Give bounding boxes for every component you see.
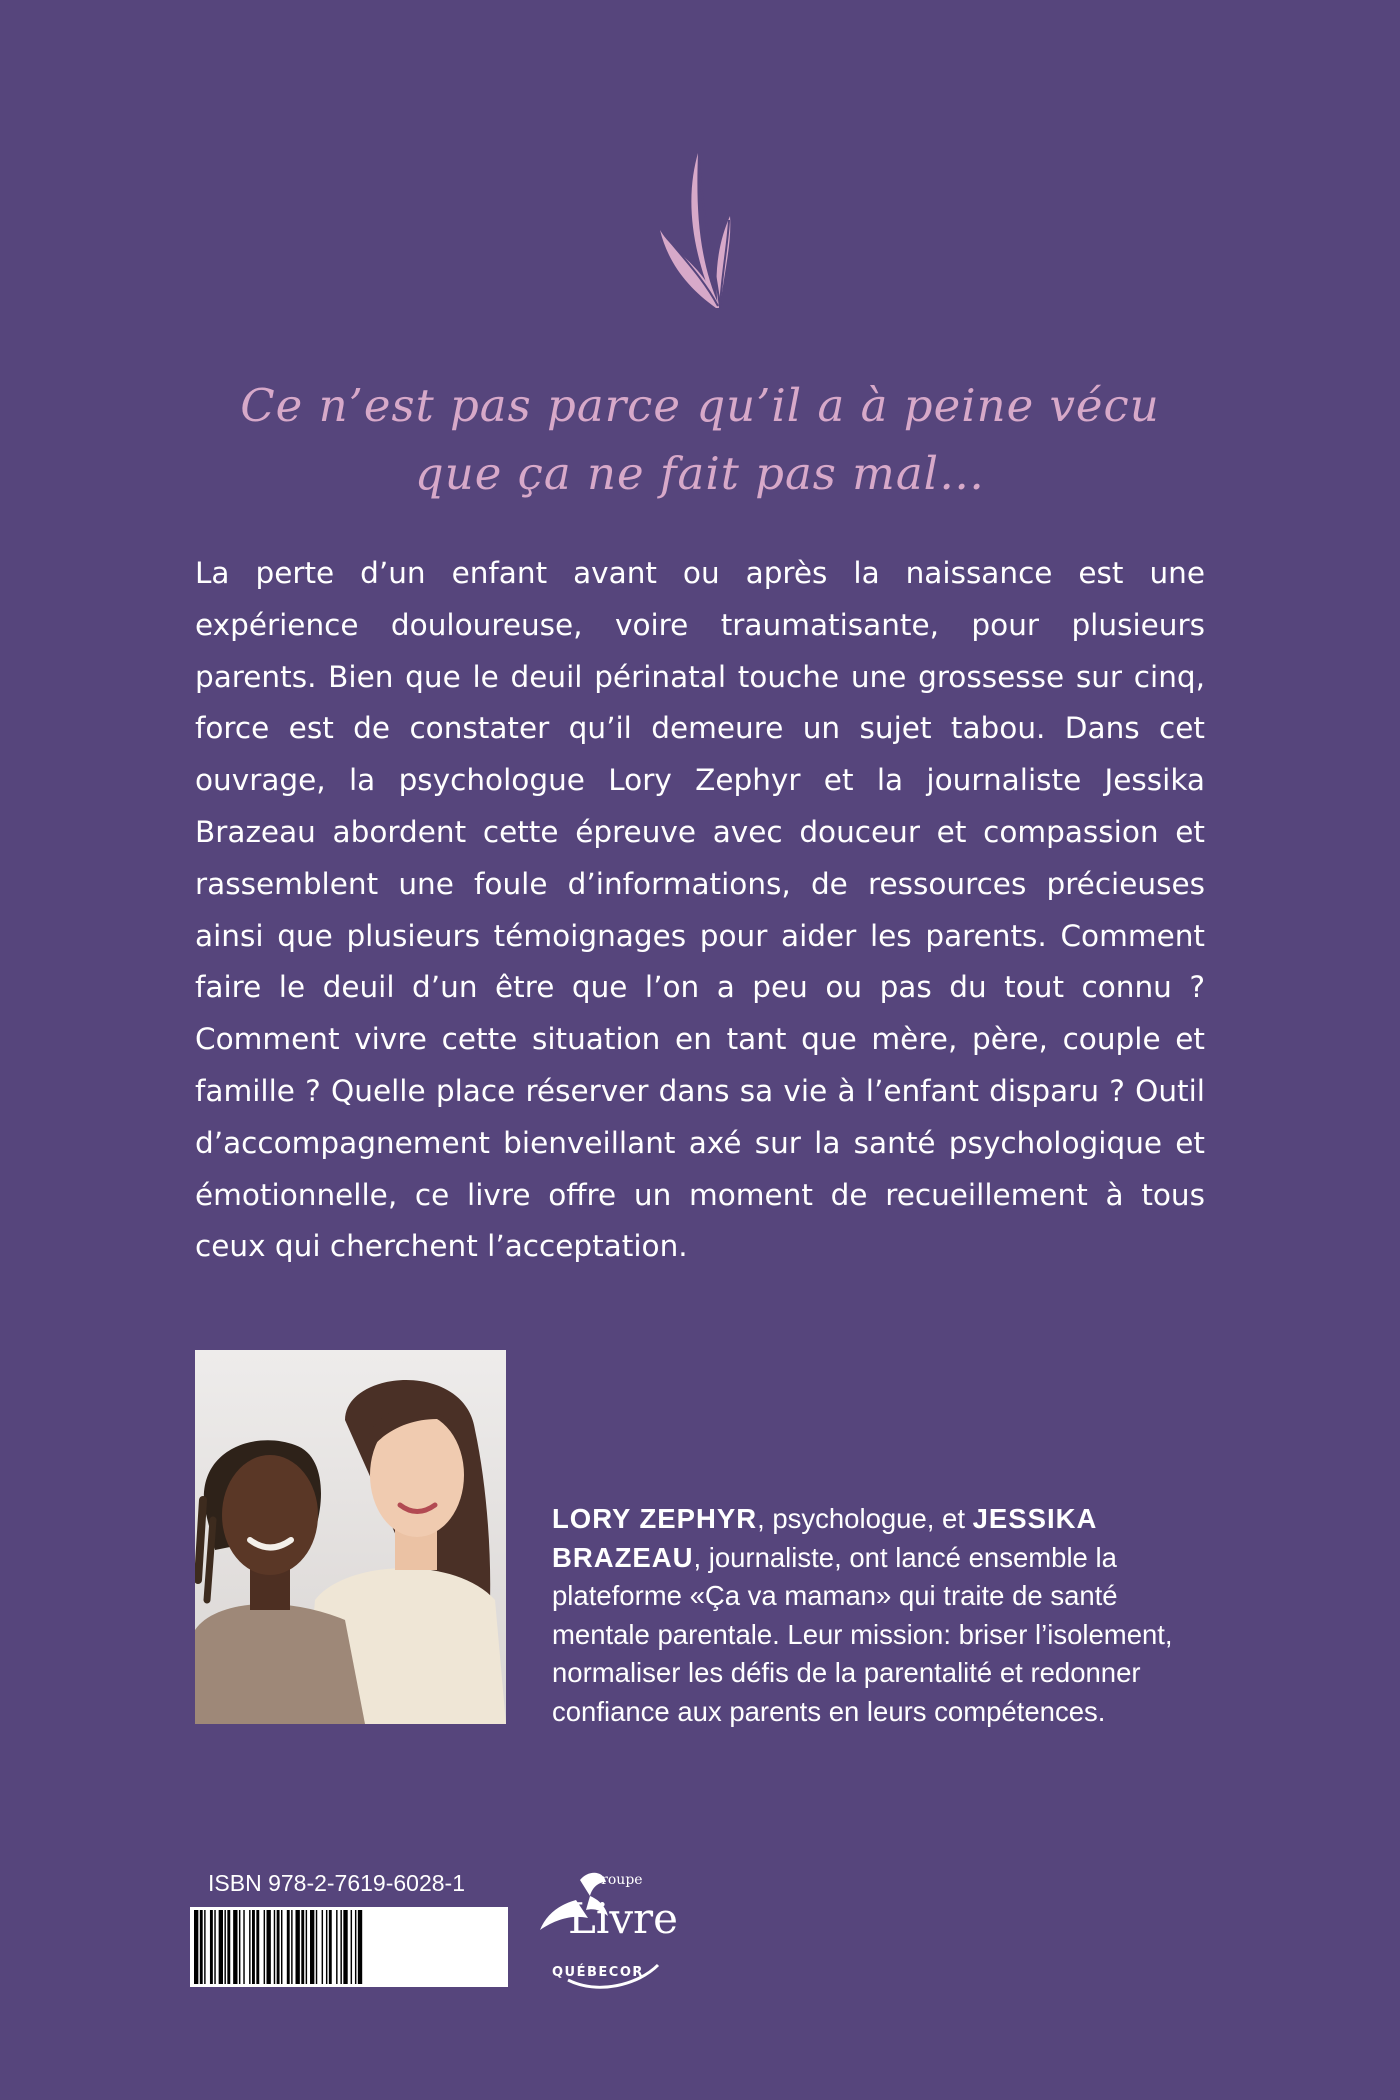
publisher-brand: QUÉBECOR [552, 1965, 644, 1980]
author-name-jessika-brazeau: JESSIKA BRAZEAU [552, 1503, 1097, 1573]
isbn-label: ISBN 978-2-7619-6028-1 [208, 1870, 465, 1896]
authors-photo-illustration [195, 1350, 506, 1724]
authors-photo [195, 1350, 506, 1724]
publisher-small-text: Groupe [590, 1872, 643, 1888]
book-description: La perte d’un enfant avant ou après la naissance est une expérience douloureuse, voire traumatisante, pour plusieurs parents. Bien que le deuil périnatal touche une grossesse sur cinq, force est de constater qu’il demeure un sujet tabou. Dans cet ouvrage, la psychologue Lory Zephyr et la journaliste Jessika Brazeau abordent cette épreuve avec douceur et compassion et rassemblent une foule d’informations, de ressources précieuses ainsi que plusieurs témoignages pour aider les parents. Comment faire le deuil d’un être que l’on a peu ou pas du tout connu ? Comment vivre cette situation en tant que mère, père, couple et famille ? Quelle place réserver dans sa vie à l’enfant disparu ? Outil d’accompagnement bienveillant axé sur la santé psychologique et émotionnelle, ce livre offre un moment de recueillement à tous ceux qui cherchent l’acceptation. [195, 556, 1205, 1264]
author-bio-text: , journaliste, ont lancé ensemble la plateforme «Ça va maman» qui traite de santé mentale parentale. Leur mission: briser l’isolement, normaliser les défis de la parentalité et redonner confiance aux parents en leurs compétences. [552, 1541, 1173, 1727]
barcode [190, 1907, 508, 1987]
leaf-sprig-icon [658, 148, 738, 318]
tagline-line-1: Ce n’est pas parce qu’il a à peine vécu [240, 379, 1160, 432]
publisher-name: Livre [568, 1894, 678, 1943]
tagline-line-2: que ça ne fait pas mal… [414, 447, 986, 500]
author-bio [552, 1500, 1207, 1731]
author-role-1: , psychologue, et [757, 1503, 973, 1534]
author-name-lory-zephyr: LORY ZEPHYR [552, 1503, 758, 1534]
barcode-bars [190, 1907, 508, 1987]
tagline-quote [150, 372, 1250, 508]
